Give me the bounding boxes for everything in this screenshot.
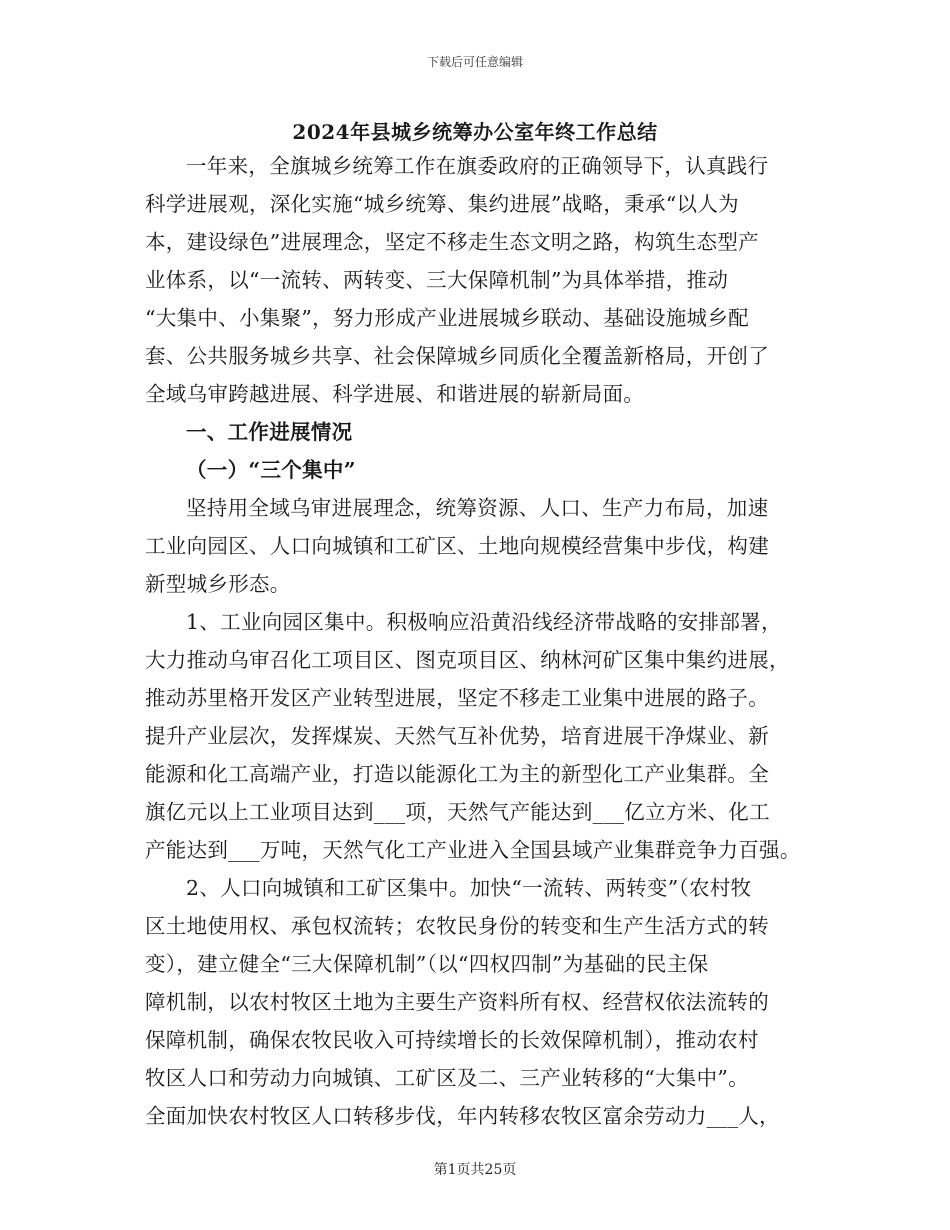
body-line: 保障机制，确保农牧民收入可持续增长的长效保障机制），推动农村 bbox=[145, 1028, 759, 1052]
header-note: 下载后可任意编辑 bbox=[426, 55, 523, 69]
body-line: 旗亿元以上工业项目达到___项，天然气产能达到___亿立方米、化工 bbox=[145, 800, 770, 824]
body-line: 能源和化工高端产业，打造以能源化工为主的新型化工产业集群。全 bbox=[145, 762, 769, 786]
body-line: 变），建立健全“三大保障机制”（以“四权四制”为基础的民主保 bbox=[145, 952, 709, 976]
body-line: 障机制，以农村牧区土地为主要生产资料所有权、经营权依法流转的 bbox=[145, 990, 769, 1014]
body-line: 科学进展观，深化实施“城乡统筹、集约进展”战略，秉承“以人为 bbox=[145, 192, 739, 216]
body-line: 牧区人口和劳动力向城镇、工矿区及二、三产业转移的“大集中”。 bbox=[145, 1066, 749, 1090]
body-line: 一年来，全旗城乡统筹工作在旗委政府的正确领导下，认真践行 bbox=[186, 154, 769, 178]
body-line: 1、工业向园区集中。积极响应沿黄沿线经济带战略的安排部署， bbox=[186, 610, 782, 634]
body-line: 业体系，以“一流转、两转变、三大保障机制”为具体举措，推动 bbox=[145, 268, 729, 292]
subsection-heading: （一）“三个集中” bbox=[186, 458, 356, 482]
body-line: 产能达到___万吨，天然气化工产业进入全国县域产业集群竞争力百强。 bbox=[145, 838, 801, 862]
body-line: 区土地使用权、承包权流转；农牧民身份的转变和生产生活方式的转 bbox=[145, 914, 769, 938]
body-line: 本，建设绿色”进展理念，坚定不移走生态文明之路，构筑生态型产 bbox=[145, 230, 759, 254]
page-number: 第1页共25页 bbox=[433, 1162, 517, 1178]
body-line: 推动苏里格开发区产业转型进展，坚定不移走工业集中进展的路子。 bbox=[145, 686, 769, 710]
body-line: 提升产业层次，发挥煤炭、天然气互补优势，培育进展干净煤业、新 bbox=[145, 724, 769, 748]
body-line: 套、公共服务城乡共享、社会保障城乡同质化全覆盖新格局，开创了 bbox=[145, 344, 769, 368]
body-line: 全面加快农村牧区人口转移步伐，年内转移农牧区富余劳动力___人， bbox=[145, 1104, 780, 1128]
body-line: 工业向园区、人口向城镇和工矿区、土地向规模经营集中步伐，构建 bbox=[145, 534, 769, 558]
body-line: 坚持用全域乌审进展理念，统筹资源、人口、生产力布局，加速 bbox=[186, 496, 769, 520]
body-line: 新型城乡形态。 bbox=[145, 572, 291, 596]
body-line: 2、人口向城镇和工矿区集中。加快“一流转、两转变”（农村牧 bbox=[186, 876, 752, 900]
body-line: 大力推动乌审召化工项目区、图克项目区、纳林河矿区集中集约进展， bbox=[145, 648, 790, 672]
document-title: 2024年县城乡统筹办公室年终工作总结 bbox=[292, 120, 658, 144]
body-line: 全域乌审跨越进展、科学进展、和谐进展的崭新局面。 bbox=[145, 382, 645, 406]
body-line: “大集中、小集聚”，努力形成产业进展城乡联动、基础设施城乡配 bbox=[145, 306, 749, 330]
section-heading: 一、工作进展情况 bbox=[186, 420, 353, 444]
document-body bbox=[145, 147, 825, 1135]
